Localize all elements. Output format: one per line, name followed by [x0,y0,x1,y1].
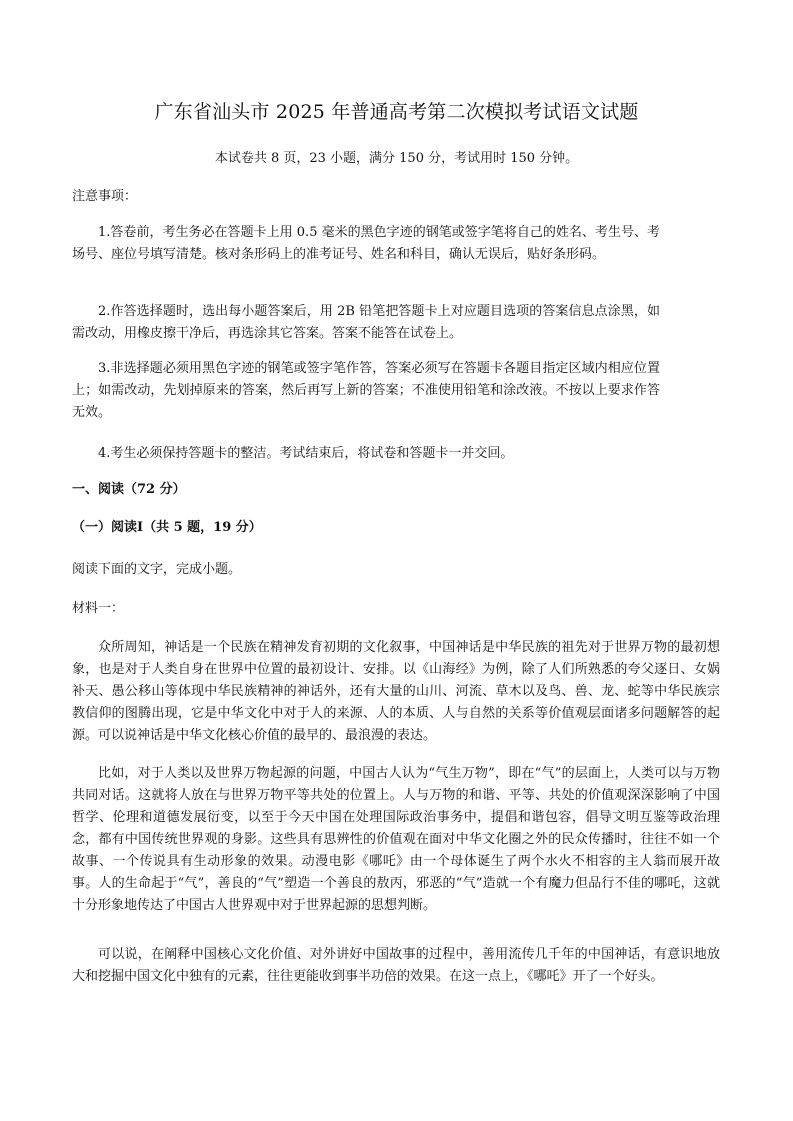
section-heading: 一、阅读（72 分） [72,482,186,497]
paragraph-1: 众所周知，神话是一个民族在精神发育初期的文化叙事，中国神话是中华民族的祖先对于世界万物的最初想象，也是对于人类自身在世界中位置的最初设计、安排。以《山海经》为例，除了人们所熟悉的夸父逐日、女娲补天、愚公移山等体现中华民族精神的神话外，还有大量的山川、河流、草木以及鸟、兽、龙、蛇等中华民族宗教信仰的图腾出现，它是中华文化中对于人的来源、人的本质、人与自然的关系等价值观层面诸多问题解答的起源。可以说神话是中华文化核心价值的最早的、最浪漫的表达。 [72,640,720,743]
reading-instruction: 阅读下面的文字，完成小题。 [72,562,242,577]
material-label: 材料一： [72,601,125,616]
subsection-heading: （一）阅读Ⅰ（共 5 题，19 分） [72,520,262,535]
notice-item-1: 1.答卷前，考生务必在答题卡上用 0.5 毫米的黑色字迹的钢笔或签字笔将自己的姓名、考生号、考场号、座位号填写清楚。核对条形码上的准考证号、姓名和科目，确认无误后，贴好条形码。 [72,225,660,262]
exam-title: 广东省汕头市 2025 年普通高考第二次模拟考试语文试题 [154,101,639,123]
paragraph-3: 可以说，在阐释中国核心文化价值、对外讲好中国故事的过程中，善用流传几千年的中国神话，有意识地放大和挖掘中国文化中独有的元素，往往更能收到事半功倍的效果。在这一点上，《哪吒》开了一个好头。 [72,947,720,984]
notice-item-3: 3.非选择题必须用黑色字迹的钢笔或签字笔作答，答案必须写在答题卡各题目指定区域内相应位置上；如需改动，先划掉原来的答案，然后再写上新的答案；不准使用铅笔和涂改液。不按以上要求作答无效。 [72,361,660,420]
notice-item-4: 4.考生必须保持答题卡的整洁。考试结束后，将试卷和答题卡一并交回。 [98,446,514,461]
paragraph-2: 比如，对于人类以及世界万物起源的问题，中国古人认为“气生万物”，即在“气”的层面上，人类可以与万物共同对话。这就将人放在与世界万物平等共处的位置上。人与万物的和谐、平等、共处的价值观深深影响了中国哲学、伦理和道德发展衍变，以至于今天中国在处理国际政治事务中，提倡和谐包容，倡导文明互鉴等政治理念，都有中国传统世界观的身影。这些具有思辨性的价值观在面对中华文化圈之外的民众传播时，往往不如一个故事、一个传说具有生动形象的效果。动漫电影《哪吒》由一个母体诞生了两个水火不相容的主人翁而展开故事。人的生命起于“气”，善良的“气”塑造一个善良的敖丙，邪恶的“气”造就一个有魔力但品行不佳的哪吒，这就十分形象地传达了中国古人世界观中对于世界起源的思想判断。 [72,766,720,913]
notice-heading: 注意事项： [72,189,138,204]
exam-info: 本试卷共 8 页，23 小题，满分 150 分，考试用时 150 分钟。 [214,151,579,166]
notice-item-2: 2.作答选择题时，选出每小题答案后，用 2B 铅笔把答题卡上对应题目选项的答案信息点涂黑，如需改动，用橡皮擦干净后，再选涂其它答案。答案不能答在试卷上。 [72,304,660,341]
